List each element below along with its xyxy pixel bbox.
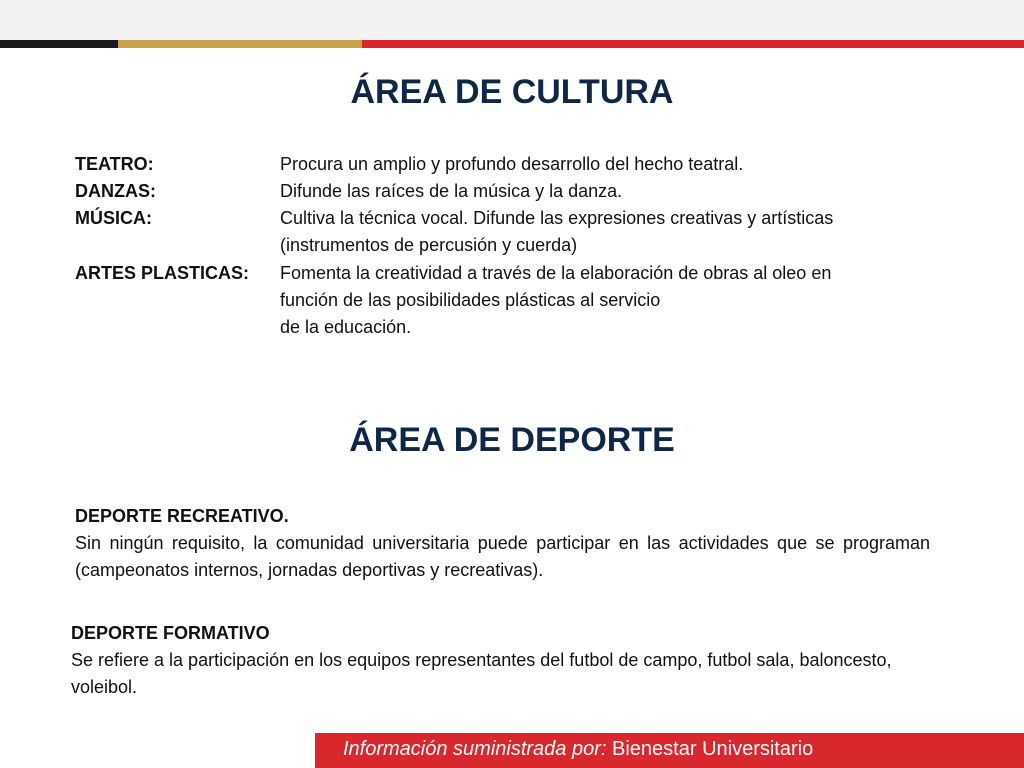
footer-banner (315, 733, 1024, 768)
cultura-desc: Difunde las raíces de la música y la danza. (280, 181, 623, 201)
deporte-formativo-heading: DEPORTE FORMATIVO (71, 623, 270, 643)
cultura-desc-line: (instrumentos de percusión y cuerda) (280, 235, 578, 255)
cultura-desc-line: de la educación. (280, 317, 412, 337)
cultura-term: MÚSICA: (75, 208, 152, 228)
cultura-term: ARTES PLASTICAS: (75, 263, 250, 283)
cultura-desc (280, 205, 935, 259)
deporte-recreativo (75, 503, 930, 584)
header-stripe-black (0, 40, 118, 48)
cultura-desc (280, 260, 935, 341)
deporte-recreativo-heading: DEPORTE RECREATIVO. (75, 506, 289, 526)
cultura-term: DANZAS: (75, 181, 156, 201)
deporte-title: ÁREA DE DEPORTE (349, 421, 675, 459)
deporte-formativo-text: Se refiere a la participación en los equipos representantes del futbol de campo, futbol sala, baloncesto, voleibol. (71, 650, 892, 697)
cultura-title: ÁREA DE CULTURA (350, 73, 674, 111)
cultura-desc-line: Cultiva la técnica vocal. Difunde las expresiones creativas y artísticas (280, 208, 834, 228)
deporte-recreativo-text: Sin ningún requisito, la comunidad universitaria puede participar en las actividades que se programan (campeonatos internos, jornadas deportivas y recreativas). (75, 533, 930, 580)
cultura-desc-line: Fomenta la creatividad a través de la elaboración de obras al oleo en (280, 263, 832, 283)
cultura-desc: Procura un amplio y profundo desarrollo del hecho teatral. (280, 154, 744, 174)
top-band (0, 0, 1024, 40)
footer-label: Información suministrada por: (343, 738, 607, 760)
header-stripe-gold (118, 40, 362, 48)
cultura-term: TEATRO: (75, 154, 154, 174)
footer-source: Bienestar Universitario (612, 738, 814, 760)
footer-text (343, 738, 813, 761)
header-stripe-red (362, 40, 1024, 48)
deporte-formativo (71, 620, 941, 701)
cultura-desc-line: función de las posibilidades plásticas al servicio (280, 290, 661, 310)
